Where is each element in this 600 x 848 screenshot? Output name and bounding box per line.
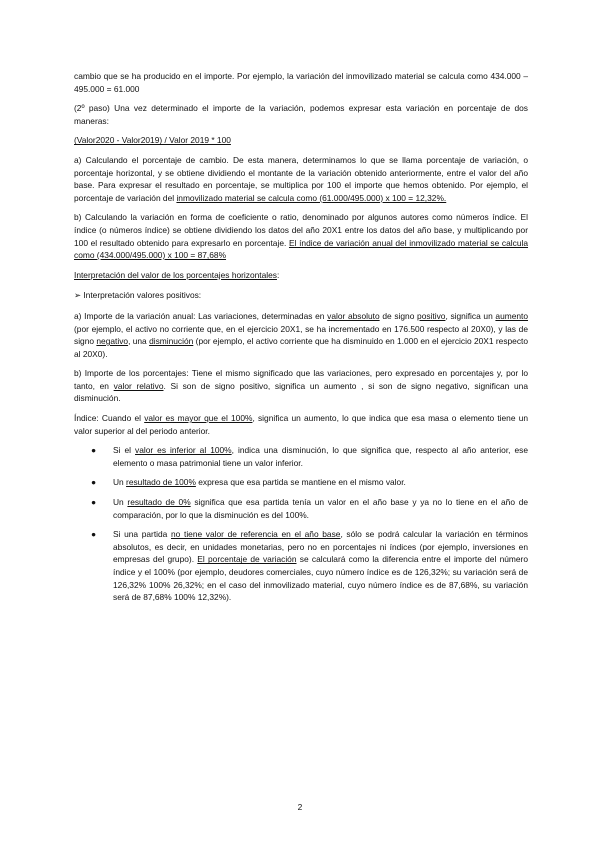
pe-t1: Índice: Cuando el (74, 413, 145, 424)
pd-u1: valor relativo (113, 380, 164, 391)
paragraph-percentages (74, 367, 528, 405)
bullet-list (74, 444, 528, 604)
b1-t1: Si el (113, 445, 136, 456)
interpretation-colon: : (276, 269, 280, 280)
pc-t2: de signo (379, 310, 418, 321)
pe-u1: valor es mayor que el 100% (144, 413, 253, 424)
list-item (74, 444, 528, 469)
pc-t6: (por ejemplo, el activo corriente que ha disminuido en 1.000 en el ejercicio 20X1 respecto al 20X0). (74, 336, 528, 359)
positive-values-heading: ➢ Interpretación valores positivos: (74, 290, 202, 301)
bullet-icon: ● (91, 497, 97, 508)
paragraph-percentage-change (74, 154, 528, 204)
list-item (74, 528, 528, 604)
formula-text: (Valor2020 - Valor2019) / Valor 2019 * 100 (74, 135, 231, 146)
list-item (74, 476, 528, 489)
b3-u1: resultado de 0% (127, 497, 191, 508)
pb-text: b) Calculando la variación en forma de coeficiente o ratio, denominado por algunos autores como números índice. El índice (o números índice) se obtiene dividiendo los datos del año 20X1 entre los datos del año base, y multiplicando por 100 el resultado obtenido para expresarlo en porcentaje. (74, 212, 528, 248)
b4-t3: se calculará como la diferencia entre el importe del número índice y el 100% (por ejemplo, deudores comerciales, cuyo número índice es de 126,32%; su variación será de 126,32% 100% 26,32%; en el caso del inmovilizado material, cuyo número índice es de 87,68%, su variación será de 87,68% 100% 12,32%). (113, 554, 528, 603)
pc-u5: disminución (149, 336, 194, 347)
paragraph-index-ratio (74, 211, 528, 261)
b1-u1: valor es inferior al 100% (135, 445, 232, 456)
b4-u1: no tiene valor de referencia en el año base (171, 529, 341, 540)
pc-u2: positivo (417, 310, 446, 321)
b1-t2: , indica una disminución, lo que significa que, respecto al año anterior, ese elemento o masa patrimonial tiene un valor inferior. (113, 445, 528, 468)
b4-u2: El porcentaje de variación (197, 554, 297, 565)
paragraph-variation-example: cambio que se ha producido en el importe. Por ejemplo, la variación del inmovilizado material se calcula como 434.000 – 495.000 = 61.000 (74, 71, 528, 94)
pc-t5: , una (128, 336, 150, 347)
interpretation-heading-text: Interpretación del valor de los porcentajes horizontales (74, 269, 277, 280)
paragraph-index (74, 412, 528, 437)
pc-u4: negativo (96, 336, 129, 347)
b2-t1: Un (113, 477, 127, 488)
pb-underlined: El índice de variación anual del inmovilizado material se calcula como (434.000/495.000) x 100 = 87,68% (74, 237, 529, 261)
pc-t1: a) Importe de la variación anual: Las variaciones, determinadas en (74, 310, 328, 321)
b3-t2: significa que esa partida tenía un valor en el año base y ya no lo tiene en el año de comparación, por lo que la disminución es del 100%. (113, 497, 529, 520)
pc-u1: valor absoluto (327, 310, 380, 321)
pa-underlined: inmovilizado material se calcula como (61.000/495.000) x 100 = 12,32%. (176, 192, 447, 203)
pc-u3: aumento (495, 310, 529, 321)
list-item (74, 496, 528, 521)
b3-t1: Un (113, 497, 128, 508)
paragraph-step-two: (2º paso) Una vez determinado el importe de la variación, podemos expresar esta variación en porcentaje de dos maneras: (74, 103, 528, 126)
pe-t2: , significa un aumento, lo que indica que esa masa o elemento tiene un valor superior al del periodo anterior. (74, 413, 529, 436)
bullet-icon: ● (91, 477, 97, 488)
interpretation-heading (74, 269, 528, 282)
bullet-icon: ● (91, 445, 97, 456)
page-number: 2 (297, 802, 303, 812)
formula-line (74, 134, 528, 147)
paragraph-annual-variation (74, 310, 528, 360)
pd-t1: b) Importe de los porcentajes: Tiene el mismo significado que las variaciones, pero expresado en porcentajes y, por lo tanto, en (74, 368, 528, 391)
b4-t2: , sólo se podrá calcular la variación en términos absolutos, es decir, en unidades monetarias, pero no en porcentajes ni índices (por ejemplo, inversiones en empresas del grupo). (113, 529, 528, 565)
pa-text: a) Calculando el porcentaje de cambio. De esta manera, determinamos lo que se llama porcentaje de variación, o porcentaje horizontal, y se obtiene dividiendo el montante de la variación obtenido anteriormente, entre el valor del año base. Para expresar el resultado en porcentaje, se multiplica por 100 el importe que hemos obtenido. Por ejemplo, el porcentaje de variación del (74, 154, 528, 203)
bullet-icon: ● (91, 529, 97, 540)
pc-t4: (por ejemplo, el activo no corriente que, en el ejercicio 20X1, se ha incrementado en 176.500 respecto al 20X0), y las de signo (74, 323, 528, 347)
document-page (74, 70, 528, 611)
pc-t3: , significa un (445, 310, 496, 321)
b2-u1: resultado de 100% (126, 477, 196, 488)
b4-t1: Si una partida (113, 529, 172, 540)
b2-t2: expresa que esa partida se mantiene en el mismo valor. (195, 477, 406, 488)
pd-t2: . Si son de signo positivo, significa un aumento , si son de signo negativo, significan una disminución. (74, 380, 528, 404)
